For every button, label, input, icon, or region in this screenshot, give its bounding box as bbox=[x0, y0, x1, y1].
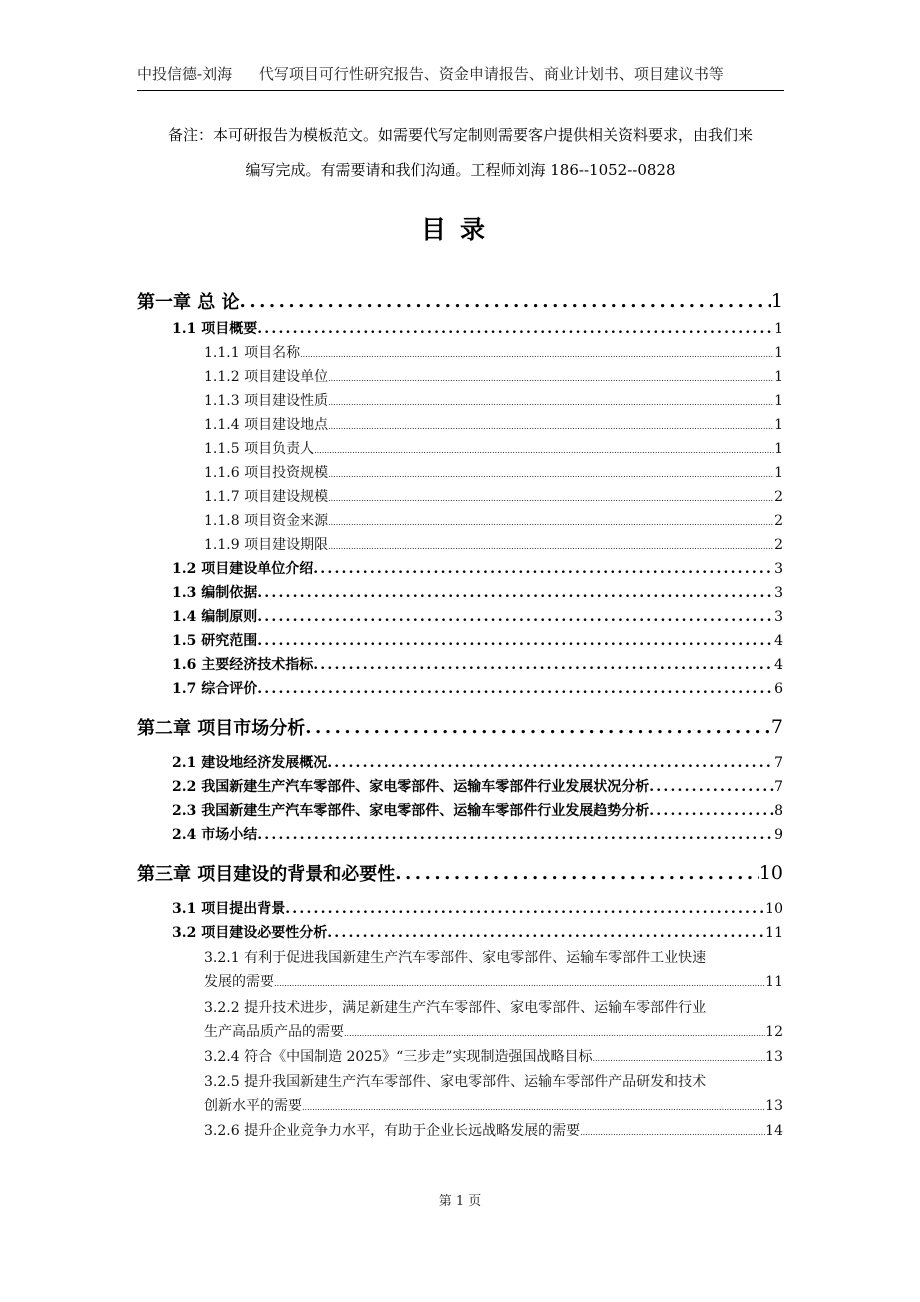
toc-subsection-3-2-5[interactable]: 3.2.5 提升我国新建生产汽车零部件、家电零部件、运输车零部件产品研发和技术 创新水平的需要 ..... 13 bbox=[137, 1070, 783, 1120]
toc-section-1-7[interactable]: 1.7 综合评价 ..... 6 bbox=[137, 678, 783, 702]
remark-note bbox=[137, 118, 784, 188]
toc-subsection-1-1-3[interactable]: 1.1.3 项目建设性质 ..... 1 bbox=[137, 390, 783, 414]
toc-section-2-4[interactable]: 2.4 市场小结 ..... 9 bbox=[137, 824, 783, 848]
toc-section-1-3[interactable]: 1.3 编制依据 ..... 3 bbox=[137, 582, 783, 606]
toc-subsection-3-2-6[interactable]: 3.2.6 提升企业竞争力水平，有助于企业长远战略发展的需要 ..... 14 bbox=[137, 1120, 783, 1144]
toc-subsection-1-1-7[interactable]: 1.1.7 项目建设规模 ..... 2 bbox=[137, 486, 783, 510]
toc-section-2-2[interactable]: 2.2 我国新建生产汽车零部件、家电零部件、运输车零部件行业发展状况分析 ..... 7 bbox=[137, 776, 783, 800]
header-services: 代写项目可行性研究报告、资金申请报告、商业计划书、项目建议书等 bbox=[258, 65, 724, 83]
toc-chapter-1[interactable]: 第一章 总 论 ..... 1 bbox=[137, 284, 783, 318]
page-number: 第 1 页 bbox=[438, 1194, 482, 1209]
toc-chapter-2[interactable]: 第二章 项目市场分析 ..... 7 bbox=[137, 702, 783, 752]
toc-section-3-1[interactable]: 3.1 项目提出背景 ..... 10 bbox=[137, 898, 783, 922]
table-of-contents bbox=[137, 284, 783, 1144]
toc-chapter-3[interactable]: 第三章 项目建设的背景和必要性 ..... 10 bbox=[137, 848, 783, 898]
toc-section-1-5[interactable]: 1.5 研究范围 ..... 4 bbox=[137, 630, 783, 654]
toc-subsection-3-2-4[interactable]: 3.2.4 符合《中国制造 2025》“三步走”实现制造强国战略目标 ..... 13 bbox=[137, 1046, 783, 1070]
toc-section-1-1[interactable]: 1.1 项目概要 ..... 1 bbox=[137, 318, 783, 342]
toc-subsection-3-2-1[interactable]: 3.2.1 有利于促进我国新建生产汽车零部件、家电零部件、运输车零部件工业快速 发展的需要 ..... 11 bbox=[137, 946, 783, 996]
toc-section-1-4[interactable]: 1.4 编制原则 ..... 3 bbox=[137, 606, 783, 630]
toc-section-1-6[interactable]: 1.6 主要经济技术指标 ..... 4 bbox=[137, 654, 783, 678]
toc-subsection-1-1-8[interactable]: 1.1.8 项目资金来源 ..... 2 bbox=[137, 510, 783, 534]
toc-section-2-3[interactable]: 2.3 我国新建生产汽车零部件、家电零部件、运输车零部件行业发展趋势分析 ..... 8 bbox=[137, 800, 783, 824]
toc-subsection-1-1-6[interactable]: 1.1.6 项目投资规模 ..... 1 bbox=[137, 462, 783, 486]
toc-section-1-2[interactable]: 1.2 项目建设单位介绍 ..... 3 bbox=[137, 558, 783, 582]
toc-subsection-1-1-9[interactable]: 1.1.9 项目建设期限 ..... 2 bbox=[137, 534, 783, 558]
page-header bbox=[137, 63, 784, 91]
toc-subsection-1-1-4[interactable]: 1.1.4 项目建设地点 ..... 1 bbox=[137, 414, 783, 438]
toc-subsection-1-1-2[interactable]: 1.1.2 项目建设单位 ..... 1 bbox=[137, 366, 783, 390]
toc-subsection-3-2-2[interactable]: 3.2.2 提升技术进步，满足新建生产汽车零部件、家电零部件、运输车零部件行业 生产高品质产品的需要 ..... 12 bbox=[137, 996, 783, 1046]
toc-subsection-1-1-5[interactable]: 1.1.5 项目负责人 ..... 1 bbox=[137, 438, 783, 462]
toc-subsection-1-1-1[interactable]: 1.1.1 项目名称 ..... 1 bbox=[137, 342, 783, 366]
header-author: 中投信德-刘海 bbox=[137, 65, 233, 83]
toc-section-3-2[interactable]: 3.2 项目建设必要性分析 ..... 11 bbox=[137, 922, 783, 946]
remark-line-2: 编写完成。有需要请和我们沟通。工程师刘海 186--1052--0828 bbox=[245, 161, 676, 179]
toc-section-2-1[interactable]: 2.1 建设地经济发展概况 ..... 7 bbox=[137, 752, 783, 776]
remark-line-1: 备注：本可研报告为模板范文。如需要代写定制则需要客户提供相关资料要求，由我们来 bbox=[167, 126, 753, 144]
toc-title: 目录 bbox=[420, 215, 499, 244]
